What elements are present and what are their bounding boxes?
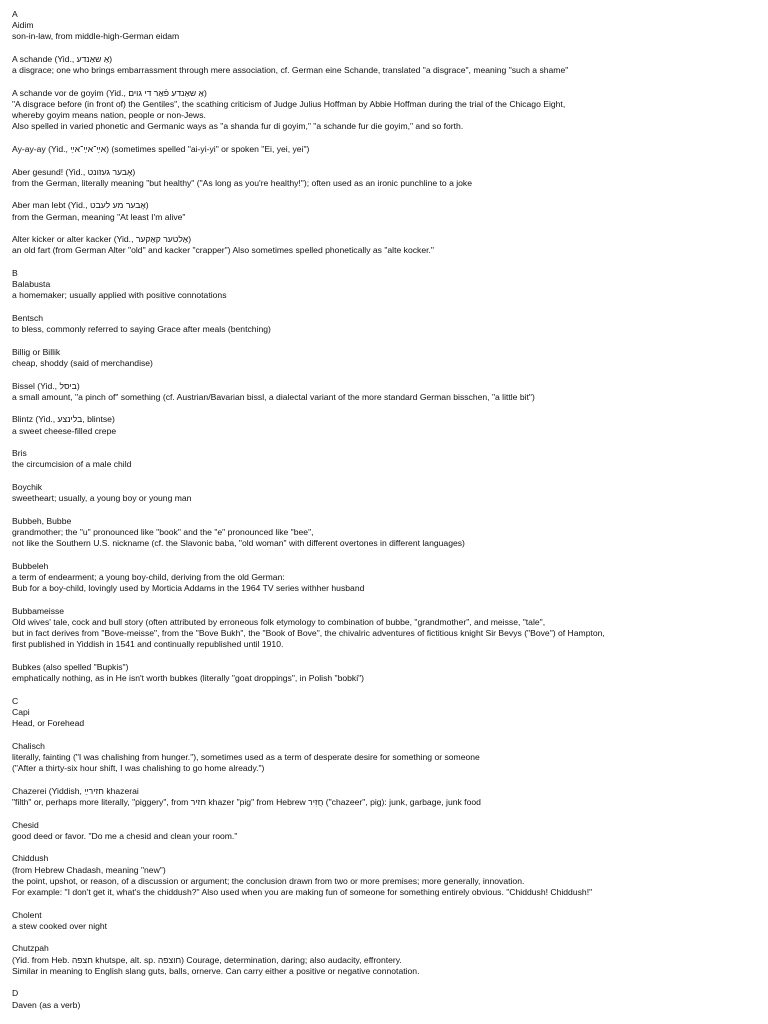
entry-term: Cholent	[12, 909, 42, 920]
entry-definition-line: Bub for a boy-child, lovingly used by Morticia Addams in the 1964 TV series withher husband	[12, 583, 365, 594]
entry-definition-line: Old wives' tale, cock and bull story (often attributed by erroneous folk etymology to combination of bubbe, "grandmother", and meisse, "tale",	[12, 616, 546, 627]
entry-definition-line: the point, upshot, or reason, of a discussion or argument; the conclusion drawn from two or more premises; more generally, innovation.	[12, 875, 525, 886]
entry-definition-line: (Yid. from Heb. חצפה khutspe, alt. sp. חוצפה) Courage, determination, daring; also audacity, effrontery.	[12, 954, 402, 965]
glossary-entry	[12, 910, 764, 932]
entry-term: Aber gesund! (Yid., אָבער געזונט)	[12, 166, 136, 177]
entry-definition-line: a homemaker; usually applied with positive connotations	[12, 290, 227, 301]
entry-term: Bubkes (also spelled "Bupkis")	[12, 661, 129, 672]
glossary-entry	[12, 1000, 764, 1011]
entry-term: Aidim	[12, 20, 34, 31]
entry-term: Chesid	[12, 819, 39, 830]
entry-term: Bris	[12, 448, 27, 459]
glossary-entry	[12, 313, 764, 335]
glossary-entry	[12, 381, 764, 403]
entry-definition-line: to bless, commonly referred to saying Grace after meals (bentching)	[12, 324, 271, 335]
entry-definition-line: "A disgrace before (in front of) the Gentiles", the scathing criticism of Judge Julius Hoffman by Abbie Hoffman during the trial of the Chicago Eight,	[12, 99, 566, 109]
entry-term: Chalisch	[12, 740, 45, 751]
entry-term: Blintz (Yid., בלינצע, blintse)	[12, 414, 115, 425]
glossary-entry	[12, 414, 764, 436]
glossary-entry	[12, 662, 764, 684]
glossary-entry	[12, 347, 764, 369]
entry-definition-line: good deed or favor. "Do me a chesid and clean your room."	[12, 830, 238, 841]
glossary-entry	[12, 741, 764, 775]
glossary-entry	[12, 448, 764, 470]
glossary-entry	[12, 820, 764, 842]
entry-definition-line: whereby goyim means nation, people or non-Jews.	[12, 110, 206, 121]
glossary-entry	[12, 943, 764, 977]
entry-definition-line: sweetheart; usually, a young boy or young man	[12, 493, 192, 504]
entry-definition-line: a term of endearment; a young boy-child, deriving from the old German:	[12, 571, 285, 582]
section-letter: C	[12, 695, 19, 706]
entry-definition-line: Similar in meaning to English slang guts, balls, ornerve. Can carry either a positive or negative connotation.	[12, 965, 420, 976]
entry-definition-line: but in fact derives from "Bove-meisse", from the "Bove Bukh", the "Book of Bove", the chivalric adventures of fictitious knight Sir Bevys ("Bove") of Hampton,	[12, 628, 605, 639]
entry-definition-line: For example: "I don't get it, what's the chiddush?" Also used when you are making fun of someone for something entirely obvious. "Chiddush! Chiddush!"	[12, 886, 593, 897]
entry-term: Chutzpah	[12, 943, 49, 954]
section-letter: A	[12, 9, 18, 19]
entry-definition-line: not like the Southern U.S. nickname (cf. the Slavonic baba, "old woman" with different overtones in different languages)	[12, 538, 465, 549]
glossary-entry	[12, 88, 764, 133]
entry-definition-line: son-in-law, from middle-high-German eidam	[12, 31, 180, 42]
glossary-entry	[12, 234, 764, 256]
glossary-entry	[12, 54, 764, 76]
glossary-entry	[12, 516, 764, 550]
glossary-document	[12, 9, 764, 1022]
entry-term: Alter kicker or alter kacker (Yid., אַלטער קאַקער)	[12, 234, 192, 245]
entry-term: Bubbeh, Bubbe	[12, 515, 72, 526]
glossary-entry	[12, 707, 764, 729]
glossary-entry	[12, 786, 764, 808]
entry-term: Chazerei (Yiddish, חזירײַ khazerai	[12, 785, 139, 796]
glossary-entry	[12, 200, 764, 222]
entry-term: Ay-ay-ay (Yid., אײַ־אײַ־אײַ) (sometimes spelled "ai-yi-yi" or spoken "Ei, yei, yei")	[12, 144, 310, 154]
entry-term: Capi	[12, 706, 30, 717]
entry-definition-line: from the German, meaning "At least I'm alive"	[12, 211, 186, 222]
entry-term: Aber man lebt (Yid., אָבער מע לעבט)	[12, 200, 149, 211]
entry-definition-line: literally, fainting ("I was chalishing from hunger."), sometimes used as a term of desperate desire for something or someone	[12, 751, 480, 762]
glossary-entry	[12, 561, 764, 595]
entry-term: Balabusta	[12, 279, 51, 290]
glossary-entry	[12, 482, 764, 504]
glossary-entry	[12, 144, 764, 155]
entry-term: Billig or Billik	[12, 346, 61, 357]
entry-definition-line: (from Hebrew Chadash, meaning "new")	[12, 864, 166, 875]
entry-definition-line: first published in Yiddish in 1541 and continually republished until 1910.	[12, 639, 284, 650]
glossary-entry	[12, 853, 764, 898]
section-letter: B	[12, 267, 18, 278]
entry-definition-line: a sweet cheese-filled crepe	[12, 425, 117, 436]
entry-definition-line: grandmother; the "u" pronounced like "book" and the "e" pronounced like "bee",	[12, 526, 314, 537]
glossary-entry	[12, 606, 764, 651]
entry-definition-line: an old fart (from German Alter "old" and kacker "crapper") Also sometimes spelled phonetically as "alte kocker."	[12, 245, 434, 256]
entry-definition-line: ("After a thirty-six hour shift, I was chalishing to go home already.")	[12, 763, 265, 774]
entry-definition-line: the circumcision of a male child	[12, 459, 132, 470]
entry-definition-line: a small amount, "a pinch of" something (cf. Austrian/Bavarian bissl, a dialectal variant of the more standard German bisschen, "a little bit")	[12, 391, 535, 402]
entry-definition-line: from the German, literally meaning "but healthy" ("As long as you're healthy!"); often used as an ironic punchline to a joke	[12, 177, 473, 188]
entry-term: A schande vor de goyim (Yid., אַ שאַנדע פֿאַר די גוים)	[12, 87, 207, 98]
entry-definition-line: Head, or Forehead	[12, 718, 85, 729]
entry-term: Boychik	[12, 481, 43, 492]
glossary-entry	[12, 279, 764, 301]
section-letter: D	[12, 988, 19, 999]
glossary-entry	[12, 20, 764, 42]
entry-definition-line: "filth" or, perhaps more literally, "piggery", from חזיר khazer "pig" from Hebrew חֲזִיר ("chazeer", pig): junk, garbage, junk food	[12, 796, 481, 807]
entry-term: Chiddush	[12, 853, 49, 864]
entry-definition-line: Also spelled in varied phonetic and Germanic ways as "a shanda fur di goyim," "a schande fur die goyim," and so forth.	[12, 121, 464, 132]
entry-term: Daven (as a verb)	[12, 999, 81, 1010]
entry-term: Bubbameisse	[12, 605, 65, 616]
entry-term: Bubbeleh	[12, 560, 49, 571]
entry-definition-line: emphatically nothing, as in He isn't worth bubkes (literally "goat droppings", in Polish "bobki")	[12, 673, 365, 684]
entry-term: Bissel (Yid., ביסל)	[12, 380, 80, 391]
entry-term: A schande (Yid., אַ שאַנדע)	[12, 54, 113, 64]
entry-definition-line: cheap, shoddy (said of merchandise)	[12, 357, 153, 368]
glossary-entry	[12, 167, 764, 189]
entry-term: Bentsch	[12, 312, 44, 323]
entry-definition-line: a disgrace; one who brings embarrassment through mere association, cf. German eine Schande, translated "a disgrace", meaning "such a shame"	[12, 65, 569, 76]
entry-definition-line: a stew cooked over night	[12, 920, 108, 931]
